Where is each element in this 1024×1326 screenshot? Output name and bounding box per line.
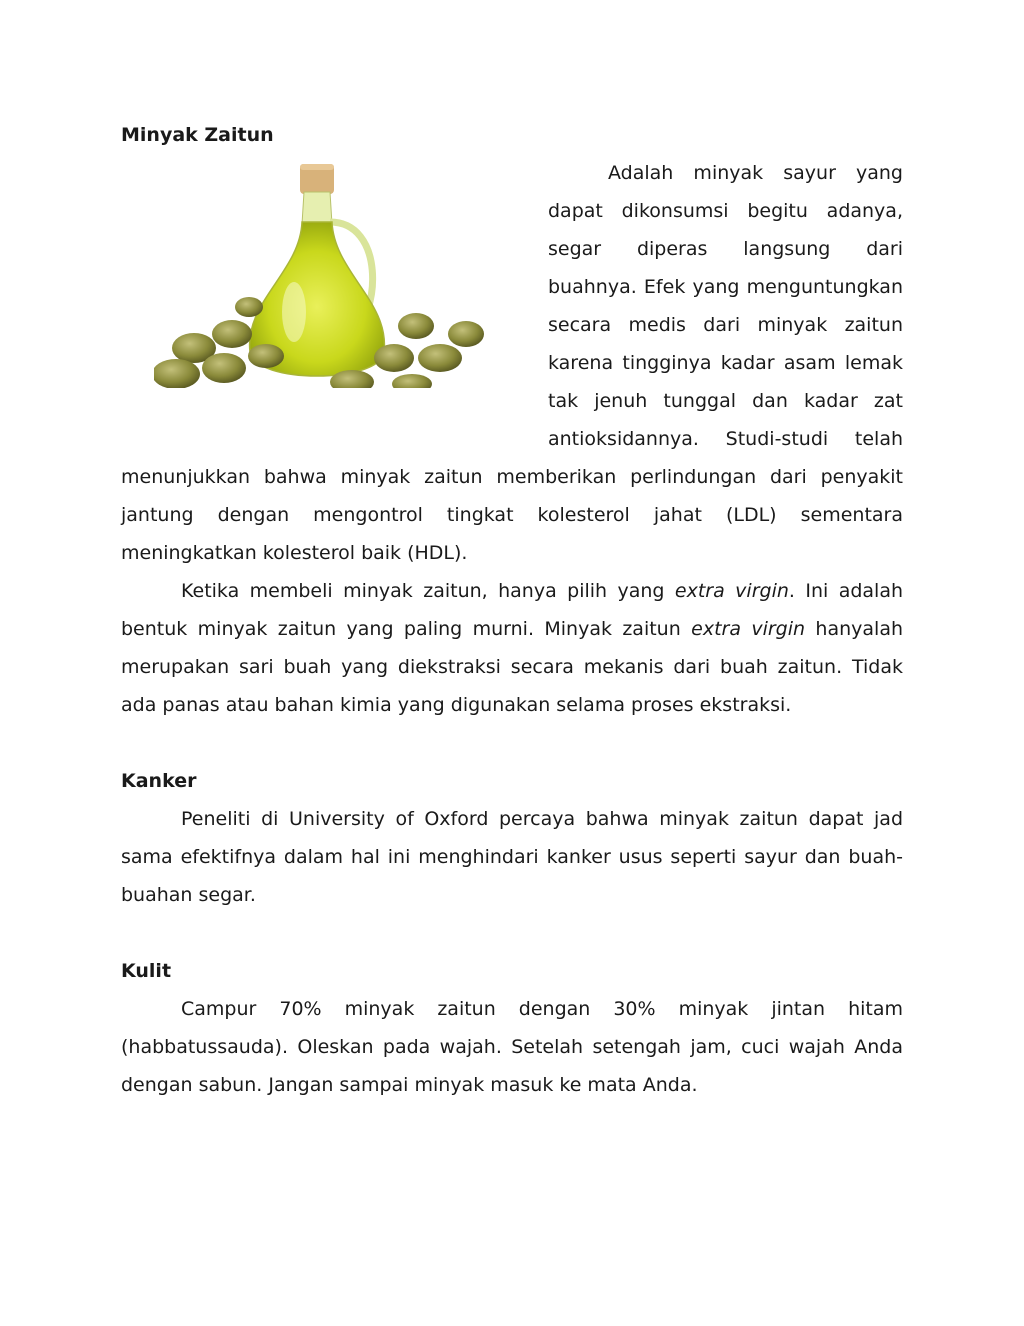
section-heading-kulit: Kulit	[121, 960, 172, 982]
olive-oil-bottle-icon	[154, 162, 494, 394]
olive-oil-image	[121, 154, 548, 426]
emphasis-extra-virgin: extra virgin	[674, 580, 789, 602]
paragraph-text: . Ini adalah bentuk minyak zaitun yang paling murni. Minyak zaitun	[121, 580, 904, 640]
section-spacer	[121, 724, 903, 762]
paragraph-minyak-zaitun-intro: Adalah minyak sayur yang dapat dikonsumsi begitu adanya, segar diperas langsung dari buahnya. Efek yang menguntungkan secara medis dari minyak zaitun karena tingginya kadar asam lemak tak jenuh tunggal dan kadar zat antioksidannya. Studi-studi telah menunjukkan bahwa minyak zaitun memberikan perlindungan dari penyakit jantung dengan mengontrol tingkat kolesterol jahat (LDL) sementara meningkatkan kolesterol baik (HDL).	[121, 162, 903, 564]
section-heading-kanker: Kanker	[121, 770, 197, 792]
paragraph-kanker: Peneliti di University of Oxford percaya bahwa minyak zaitun dapat jad sama efektifnya dalam hal ini menghindari kanker usus seperti sayur dan buah-buahan segar.	[121, 808, 903, 906]
emphasis-extra-virgin: extra virgin	[691, 618, 806, 640]
section-heading-minyak-zaitun: Minyak Zaitun	[121, 124, 274, 146]
section-spacer	[121, 914, 903, 952]
paragraph-text: hanyalah merupakan sari buah yang diekstraksi secara mekanis dari buah zaitun. Tidak ada panas atau bahan kimia yang digunakan selama proses ekstraksi.	[121, 618, 904, 716]
paragraph-extra-virgin	[121, 572, 903, 724]
document-body	[121, 116, 903, 1104]
paragraph-kulit: Campur 70% minyak zaitun dengan 30% minyak jintan hitam (habbatussauda). Oleskan pada wajah. Setelah setengah jam, cuci wajah Anda dengan sabun. Jangan sampai minyak masuk ke mata Anda.	[121, 998, 903, 1096]
paragraph-text: Ketika membeli minyak zaitun, hanya pilih yang	[181, 580, 675, 602]
